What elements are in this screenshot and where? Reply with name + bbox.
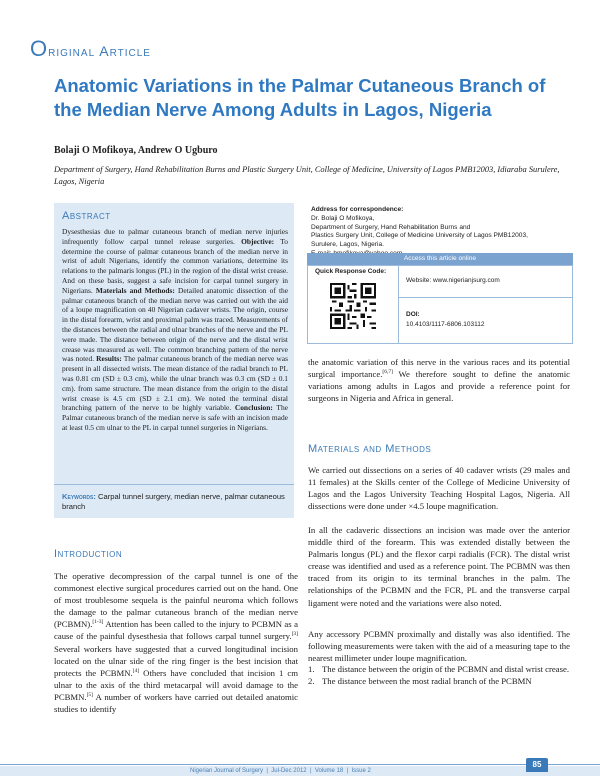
body-paragraph — [308, 356, 570, 404]
keywords-text: Carpal tunnel surgery, median nerve, palmar cutaneous branch — [62, 492, 285, 511]
methods-heading: Materials and Methods — [308, 443, 432, 455]
citation[interactable]: [5] — [86, 692, 94, 699]
results-label: Results: — [96, 354, 122, 364]
affiliation: Department of Surgery, Hand Rehabilitation Burns and Plastic Surgery Unit, College of Medicine, University of Lagos PMB12003, Idiaraba Surulere, Lagos, Nigeria — [54, 165, 560, 186]
methods-paragraph-3: Any accessory PCBMN proximally and distally was also identified. The following measurements were taken with the aid of a measuring tape to the nearest millimeter under loupe magnification. — [308, 629, 570, 664]
body-text: A number of workers have carried out detailed anatomic studies to identify — [54, 691, 298, 715]
objective-text: To determine the course of palmar cutaneous branch of the median nerve in wrist of adult Nigerians, identify the common variations, determine its relations to the palmaris longus (PL) in the region of the distal wrist crease. And on these basis, suggest a safe incision for carpal tunnel surgery in Nigerians. — [62, 236, 288, 295]
abstract-heading: Abstract — [62, 210, 111, 222]
methods-label: Materials and Methods: — [95, 285, 175, 295]
issue-number: Issue 2 — [351, 768, 371, 774]
journal-name: Nigerian Journal of Surgery — [190, 768, 264, 774]
authors: Bolaji O Mofikoya, Andrew O Ugburo — [54, 145, 218, 156]
correspondence — [311, 206, 571, 259]
citation[interactable]: [6,7] — [382, 369, 393, 376]
access-divider — [398, 297, 572, 298]
body-text: the anatomic variation of this nerve in the various races and its potential surgical importance. — [308, 357, 570, 380]
access-divider — [398, 265, 399, 343]
qr-code-icon[interactable] — [330, 283, 376, 329]
access-header: Access this article online — [307, 253, 573, 265]
list-item — [308, 675, 570, 687]
list-number: 1. — [308, 664, 315, 674]
volume: Volume 18 — [314, 768, 344, 774]
citation[interactable]: [3] — [291, 631, 298, 638]
measurement-list — [308, 663, 570, 687]
correspondence-line: Department of Surgery, Hand Rehabilitation Burns and — [311, 223, 471, 231]
body-text: Attention has been called to the injury to PCBMN as a cause of the painful dysesthesia that follows carpal tunnel surgery. — [54, 619, 298, 642]
methods-text: Detailed anatomic dissection of the palmar cutaneous branch of the median nerve was carried out with the aid of a loupe magnification on 40 Nigerian cadaver wrists. The origin, course in the distal forearm, wrist and proximal palm was traced. Measurements of the distances between the radial and ulnar branches of the nerve and the PL were made. The distance between origin of the nerve and the distal wrist crease was measured as well. The common branching pattern of the nerve was noted. — [62, 285, 289, 364]
methods-paragraph-2: In all the cadaveric dissections an incision was made over the anterior middle third of the forearm. This was extended distally between the Palmaris longus (PL) and the flexor carpi radialis (FCR). The distal wrist crease was identified and used as a reference point. The PCBMN was then traced from its origin to its terminal branches in the palm. The relationships of the PCBMN and the FCR, PL and the transverse carpal ligament were noted and the variations were also noted. — [308, 525, 570, 608]
footer-info: Nigerian Journal of Surgery | Jul-Dec 2012 | Volume 18 | Issue 2 — [190, 768, 371, 774]
keywords-divider — [54, 484, 294, 485]
issue-date: Jul-Dec 2012 — [271, 768, 307, 774]
list-text: The distance between the most radial branch of the PCBMN — [322, 676, 532, 687]
qr-label: Quick Response Code: — [315, 268, 387, 275]
introduction-paragraph — [54, 570, 298, 715]
conclusion-text: The Palmar cutaneous branch of the median nerve is safe with an incision made at least 0.5 cm ulnar to the PL in carpal tunnel surgeries in Nigerians. — [62, 403, 288, 432]
correspondence-line: Dr. Bolaji O Mofikoya, — [311, 214, 375, 222]
list-number: 2. — [308, 676, 315, 687]
citation[interactable]: [4] — [132, 667, 140, 674]
correspondence-line: Surulere, Lagos, Nigeria. — [311, 241, 384, 249]
keywords-label: Keywords: — [62, 492, 96, 501]
footer-rule — [0, 764, 600, 765]
website-link[interactable]: Website: www.nigerianjsurg.com — [406, 277, 500, 284]
body-text: We therefore sought to define the anatomic variations among adults in Lagos and provide a reference point for surgeons in Nigeria and Africa in general. — [308, 369, 570, 404]
list-text: The distance between the origin of the PCBMN and distal wrist crease. — [322, 664, 570, 674]
doi-label: DOI: — [406, 311, 420, 318]
doi-link[interactable]: 10.4103/1117-6806.103112 — [406, 321, 485, 328]
correspondence-line: Plastics Surgery Unit, College of Medicine University of Lagos PMB12003, — [311, 232, 528, 240]
methods-paragraph-1: We carried out dissections on a series of 40 cadaver wrists (29 males and 11 females) at the Skills center of the College of Medicine University of Lagos and the Lagos University Teaching Hospital Lagos, Nigeria. All dissections were done under ×4.5 loupe magnification. — [308, 465, 570, 512]
keywords — [62, 492, 288, 512]
body-text: Several workers have suggested that a curved longitudinal incision located on the ulnar side of the ring finger is the best incision that protects the PCBMN. — [54, 643, 298, 678]
introduction-heading: Introduction — [54, 548, 123, 560]
abstract-intro: Dysesthesias due to palmar cutaneous branch of median nerve injuries infrequently follow carpal tunnel release surgeries. — [62, 227, 288, 246]
article-type: Original Article — [30, 36, 151, 61]
conclusion-label: Conclusion: — [234, 403, 273, 413]
body-text: Others have concluded that incision 1 cm ulnar to the axis of the third metacarpal will avoid damage to the PCBMN. — [54, 667, 298, 702]
results-text: The palmar cutaneous branch of the median nerve was present in all dissected wrists. The mean distance of the radial branch to PL was 0.81 cm (SD ± 0.3 cm), while the ulnar branch was 0.3 cm (SD ± 0.1 cm). from same structure. The mean distance from the origin to the distal wrist crease is 4.5 cm (SD ± 2.1 cm). We noted the terminal distal branching pattern of the nerve to be highly variable. — [62, 354, 289, 413]
abstract-text — [62, 227, 288, 433]
list-item — [308, 663, 570, 675]
article-title: Anatomic Variations in the Palmar Cutaneous Branch of the Median Nerve Among Adults in Lagos, Nigeria — [54, 75, 546, 120]
objective-label: Objective: — [241, 236, 275, 246]
page-number: 85 — [526, 758, 548, 772]
citation[interactable]: [1-3] — [92, 619, 104, 626]
body-text: The operative decompression of the carpal tunnel is one of the commonest elective surgical procedures carried out on the hand. One of most troublesome sequela is the painful neuroma which follows the damage to the palmar cutaneous branch of the median nerve (PCBMN). — [54, 571, 298, 630]
correspondence-label: Address for correspondence: — [311, 206, 404, 213]
